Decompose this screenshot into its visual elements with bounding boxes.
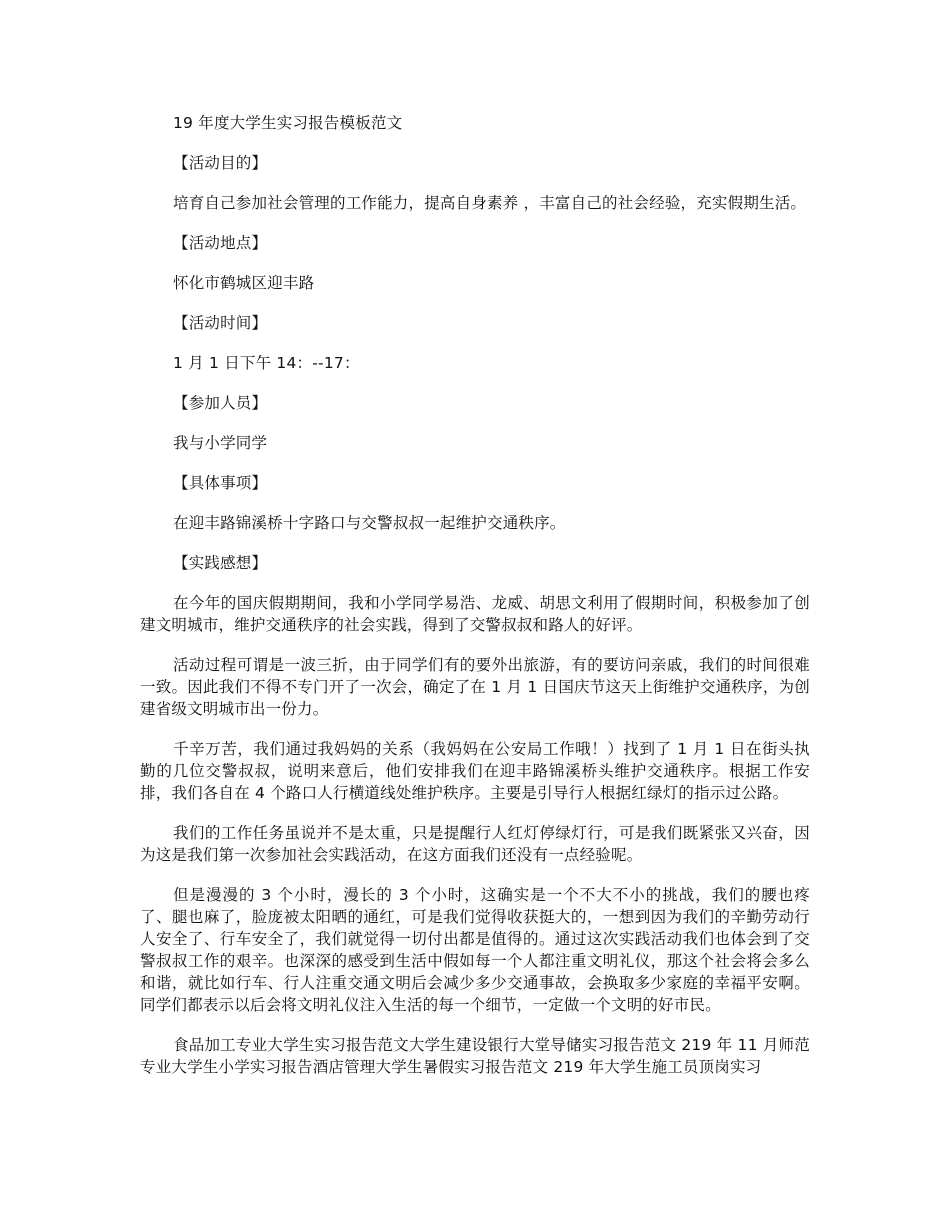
document-title: 19 年度大学生实习报告模板范文 [173,114,403,132]
section-heading-purpose: 【活动目的】 [173,154,268,172]
section-heading-participants: 【参加人员】 [173,394,268,412]
paragraph-reflection-4: 我们的工作任务虽说并不是太重，只是提醒行人红灯停绿灯行，可是我们既紧张又兴奋，因为这是我们第一次参加社会实践活动，在这方面我们还没有一点经验呢。 [140,824,810,864]
paragraph-reflection-1: 在今年的国庆假期期间，我和小学同学易浩、龙威、胡思文利用了假期时间，积极参加了创建文明城市，维护交通秩序的社会实践，得到了交警叔叔和路人的好评。 [140,594,810,634]
paragraph-reflection-3: 千辛万苦，我们通过我妈妈的关系（我妈妈在公安局工作哦！）找到了 1 月 1 日在街头执勤的几位交警叔叔，说明来意后，他们安排我们在迎丰路锦溪桥头维护交通秩序。根据工作安排，我们各自在 4 个路口人行横道线处维护秩序。主要是引导行人根据红绿灯的指示过公路。 [140,740,810,802]
document-body [140,112,810,1096]
paragraph-reflection-5: 但是漫漫的 3 个小时，漫长的 3 个小时，这确实是一个不大不小的挑战，我们的腰也疼了、腿也麻了，脸庞被太阳晒的通红，可是我们觉得收获挺大的，一想到因为我们的辛勤劳动行人安全了、行车安全了，我们就觉得一切付出都是值得的。通过这次实践活动我们也体会到了交警叔叔工作的艰辛。也深深的感受到生活中假如每一个人都注重文明礼仪，那这个社会将会多么和谐，就比如行车、行人注重交通文明后会减少多少交通事故，会换取多少家庭的幸福平安啊。同学们都表示以后会将文明礼仪注入生活的每一个细节，一定做一个文明的好市民。 [140,886,810,1014]
section-heading-time: 【活动时间】 [173,314,268,332]
paragraph-reflection-2: 活动过程可谓是一波三折，由于同学们有的要外出旅游，有的要访问亲戚，我们的时间很难一致。因此我们不得不专门开了一次会，确定了在 1 月 1 日国庆节这天上街维护交通秩序，为创建省级文明城市出一份力。 [140,656,810,718]
paragraph-time: 1 月 1 日下午 14：--17： [173,354,360,372]
paragraph-participants: 我与小学同学 [173,434,268,452]
paragraph-details: 在迎丰路锦溪桥十字路口与交警叔叔一起维护交通秩序。 [173,514,566,532]
section-heading-location: 【活动地点】 [173,234,268,252]
section-heading-reflection: 【实践感想】 [173,554,268,572]
paragraph-purpose: 培育自己参加社会管理的工作能力，提高自身素养 ，丰富自己的社会经验，充实假期生活。 [173,194,807,212]
paragraph-location: 怀化市鹤城区迎丰路 [173,274,315,292]
related-links-paragraph: 食品加工专业大学生实习报告范文大学生建设银行大堂导储实习报告范文 219 年 11 月师范专业大学生小学实习报告酒店管理大学生暑假实习报告范文 219 年大学生施工员顶岗实习 [140,1036,810,1076]
section-heading-details: 【具体事项】 [173,474,268,492]
